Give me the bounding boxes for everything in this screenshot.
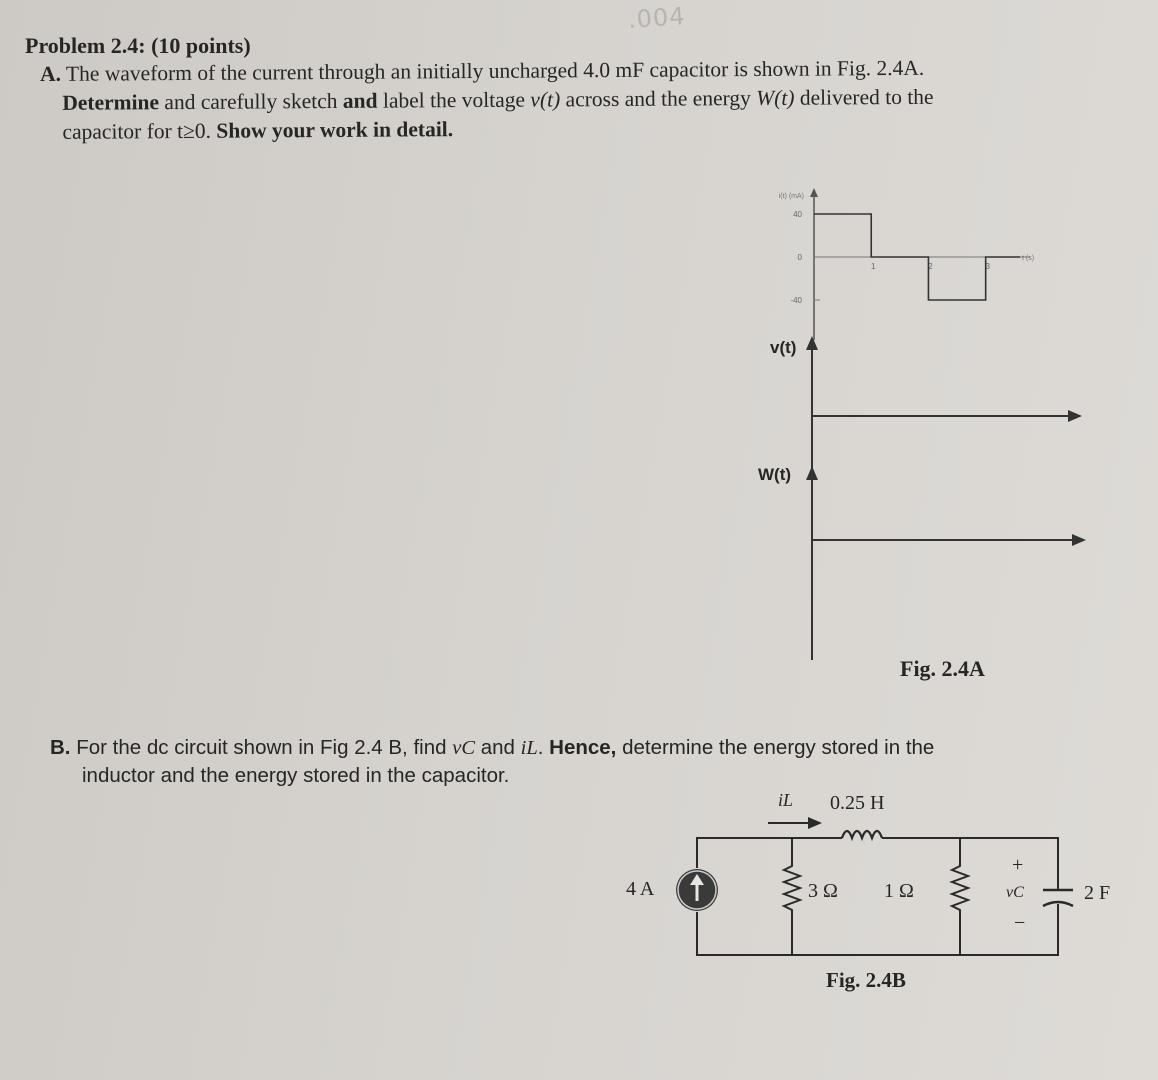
resistor-1-ohm [952, 838, 968, 955]
inductor-label: 0.25 H [830, 792, 885, 814]
part-b-text2: determine the energy stored in the [622, 736, 935, 759]
chart-x-tick-label: 3 [985, 262, 990, 271]
chart-y-tick-label: -40 [790, 296, 802, 305]
part-b-il: iL [520, 737, 538, 759]
vc-label: vC [1006, 884, 1024, 901]
chart-x-tick-label: 1 [870, 262, 876, 271]
chart-x-label: t (s) [1022, 255, 1035, 262]
capacitor-label: 2 F [1084, 882, 1111, 904]
vc-minus: − [1014, 912, 1026, 934]
il-arrow-head [808, 817, 822, 829]
vc-plus: + [1012, 854, 1024, 876]
fig-2-4b-label: Fig. 2.4B [826, 968, 906, 992]
source-label: 4 A [626, 878, 655, 900]
part-b-text1: For the dc circuit shown in Fig 2.4 B, find [76, 736, 447, 759]
v-axis-label: v(t) [770, 338, 797, 357]
part-a-label: A. [40, 61, 62, 86]
part-b-vc: vC [452, 737, 475, 759]
r2-label: 1 Ω [884, 880, 914, 902]
il-label: iL [778, 790, 794, 810]
chart-y-tick-label: 0 [797, 253, 802, 262]
problem-title: Problem 2.4: (10 points) [25, 33, 251, 58]
top-wire-left [697, 838, 842, 868]
resistor-3-ohm [784, 838, 800, 955]
fig-2-4a-label: Fig. 2.4A [900, 656, 985, 681]
part-a-text6: capacitor for t≥0. [62, 118, 212, 144]
part-b-and: and [480, 736, 515, 759]
r1-label: 3 Ω [808, 880, 838, 902]
part-a-and: and [342, 88, 378, 113]
part-b-text3: inductor and the energy stored in the capacitor. [82, 764, 510, 787]
part-b-label: B. [50, 736, 71, 759]
part-b-hence: Hence, [549, 736, 617, 759]
part-a-show-work: Show your work in detail. [216, 117, 454, 143]
bottom-wire [697, 904, 1058, 955]
inductor-coil [842, 831, 882, 838]
part-a-text5: delivered to the [799, 84, 934, 110]
chart-y-tick-label: 40 [793, 210, 802, 219]
part-a-w-symbol: W(t) [756, 85, 795, 111]
part-a-text4: across and the energy [565, 86, 751, 112]
chart-y-label: i(t) (mA) [778, 193, 804, 200]
part-a-text3: label the voltage [382, 87, 526, 113]
handwritten-note: .004 [627, 2, 687, 34]
part-a-text1: The waveform of the current through an initially uncharged 4.0 mF capacitor is shown in Fig. 2.4A. [65, 55, 925, 86]
part-a-text2: and carefully sketch [164, 88, 338, 115]
part-a-determine: Determine [62, 90, 160, 115]
chart-x-tick-label: 2 [928, 262, 933, 271]
part-b-text: B. For the dc circuit shown in Fig 2.4 B, find vC and iL. Hence, determine the energy stored in the inductor and the energy stored in the capacitor. [50, 734, 1050, 790]
part-a-v-symbol: v(t) [530, 87, 561, 112]
w-axis-label: W(t) [758, 465, 792, 484]
